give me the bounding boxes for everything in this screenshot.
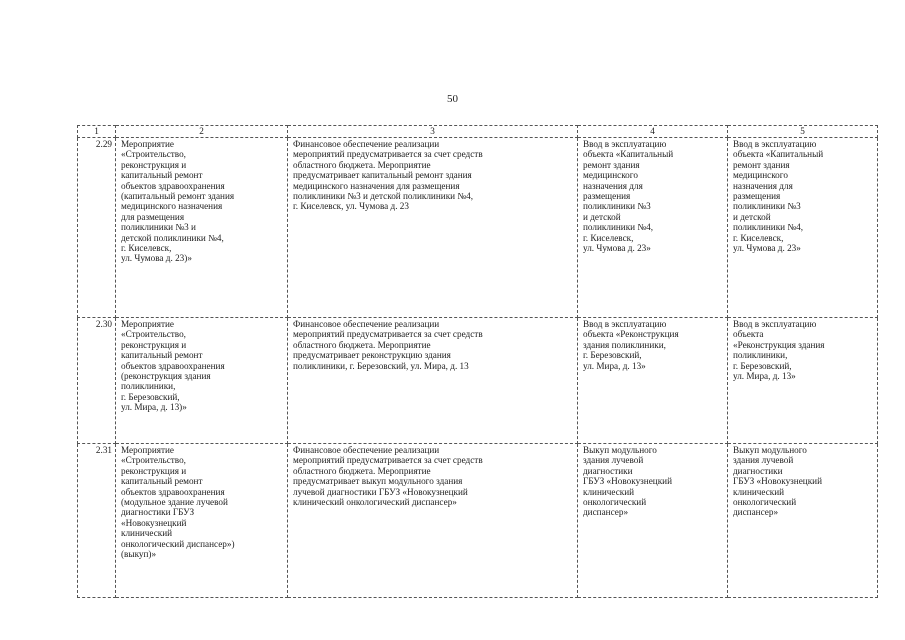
page-number: 50 (447, 93, 458, 105)
header-col-1: 1 (78, 126, 116, 138)
event-cell: Мероприятие «Строительство, реконструкция и капитальный ремонт объектов здравоохранения (капитальный ремонт здания медицинского назначения для размещения поликлиники №3 и детской поликлиники №4, г. Киселевск, ул. Чумова д. 23)» (116, 138, 288, 318)
table-row (78, 138, 878, 318)
financing-cell: Финансовое обеспечение реализации мероприятий предусматривается за счет средств областного бюджета. Мероприятие предусматривает реконструкцию здания поликлиники, г. Березовский, ул. Мира, д. 13 (288, 318, 578, 444)
table-row (78, 444, 878, 598)
row-number: 2.30 (78, 318, 116, 444)
result-cell-a: Выкуп модульного здания лучевой диагностики ГБУЗ «Новокузнецкий клинический онкологический диспансер» (578, 444, 728, 598)
header-row (78, 126, 878, 138)
event-cell: Мероприятие «Строительство, реконструкция и капитальный ремонт объектов здравоохранения (реконструкция здания поликлиники, г. Березовский, ул. Мира, д. 13)» (116, 318, 288, 444)
result-cell-b: Выкуп модульного здания лучевой диагностики ГБУЗ «Новокузнецкий клинический онкологический диспансер» (728, 444, 878, 598)
header-col-5: 5 (728, 126, 878, 138)
event-cell: Мероприятие «Строительство, реконструкция и капитальный ремонт объектов здравоохранения (модульное здание лучевой диагностики ГБУЗ «Новокузнецкий клинический онкологический диспансер») (выкуп)» (116, 444, 288, 598)
result-cell-a: Ввод в эксплуатацию объекта «Реконструкция здания поликлиники, г. Березовский, ул. Мира, д. 13» (578, 318, 728, 444)
program-table (77, 125, 878, 598)
row-number: 2.29 (78, 138, 116, 318)
result-cell-b: Ввод в эксплуатацию объекта «Реконструкция здания поликлиники, г. Березовский, ул. Мира, д. 13» (728, 318, 878, 444)
result-cell-a: Ввод в эксплуатацию объекта «Капитальный ремонт здания медицинского назначения для размещения поликлиники №3 и детской поликлиники №4, г. Киселевск, ул. Чумова д. 23» (578, 138, 728, 318)
table-row (78, 318, 878, 444)
financing-cell: Финансовое обеспечение реализации мероприятий предусматривается за счет средств областного бюджета. Мероприятие предусматривает выкуп модульного здания лучевой диагностики ГБУЗ «Новокузнецкий клинический онкологический диспансер» (288, 444, 578, 598)
row-number: 2.31 (78, 444, 116, 598)
header-col-2: 2 (116, 126, 288, 138)
financing-cell: Финансовое обеспечение реализации мероприятий предусматривается за счет средств областного бюджета. Мероприятие предусматривает капитальный ремонт здания медицинского назначения для размещения поликлиники №3 и детской поликлиники №4, г. Киселевск, ул. Чумова д. 23 (288, 138, 578, 318)
header-col-4: 4 (578, 126, 728, 138)
result-cell-b: Ввод в эксплуатацию объекта «Капитальный ремонт здания медицинского назначения для размещения поликлиники №3 и детской поликлиники №4, г. Киселевск, ул. Чумова д. 23» (728, 138, 878, 318)
header-col-3: 3 (288, 126, 578, 138)
